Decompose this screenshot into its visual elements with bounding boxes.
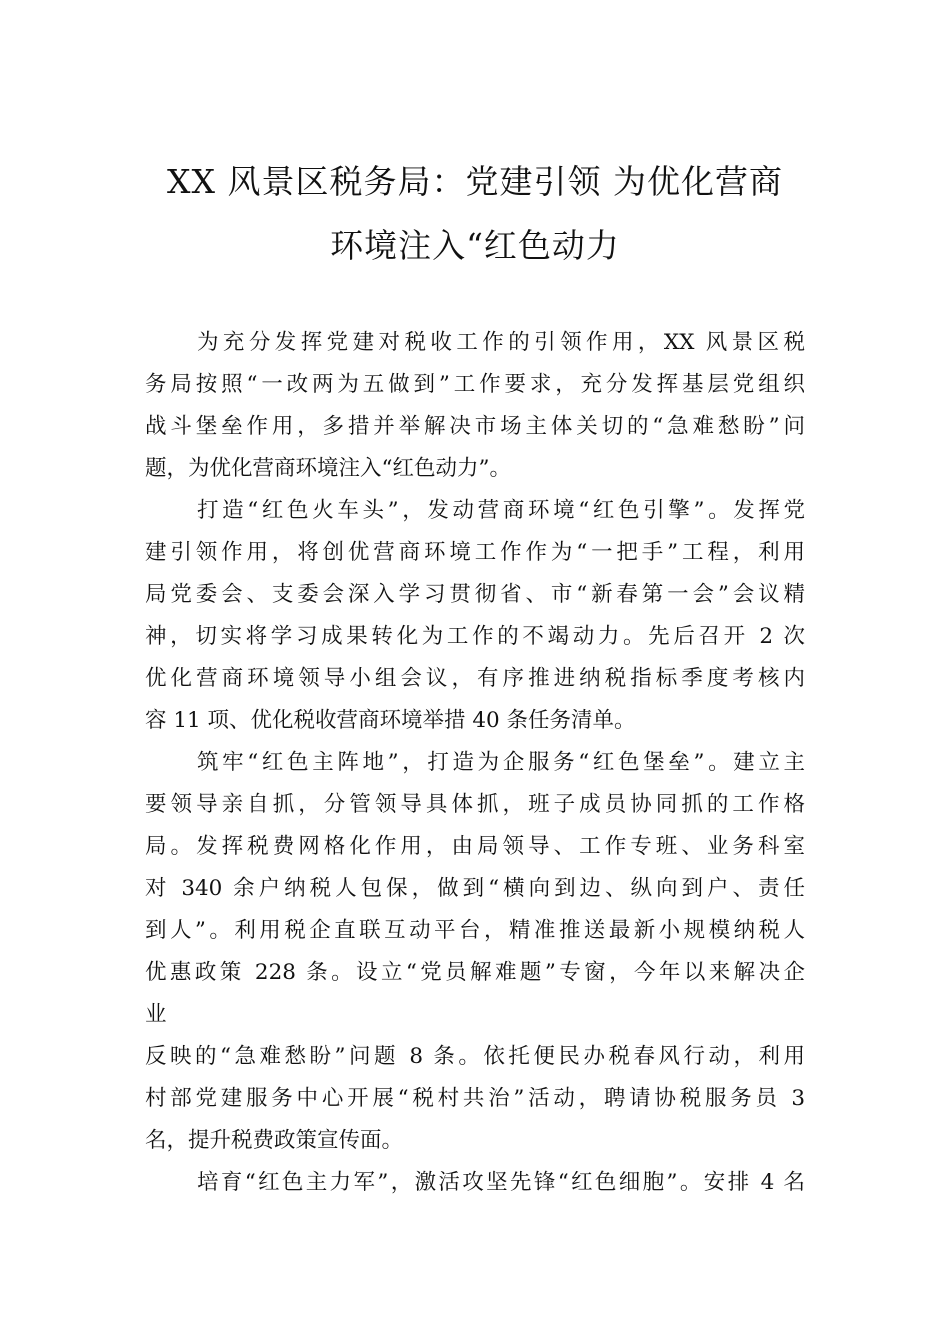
paragraph-line: 到人”。利用税企直联互动平台，精准推送最新小规模纳税人 [145, 918, 805, 943]
paragraph-line: 战斗堡垒作用，多措并举解决市场主体关切的“急难愁盼”问 [145, 414, 805, 439]
paragraph-red-force [145, 1162, 805, 1204]
paragraph-line: 务局按照“一改两为五做到”工作要求，充分发挥基层党组织 [145, 372, 805, 397]
paragraph-line: 要领导亲自抓，分管领导具体抓，班子成员协同抓的工作格 [145, 792, 805, 817]
paragraph-line: 局。发挥税费网格化作用，由局领导、工作专班、业务科室 [145, 834, 805, 859]
paragraph-line: 容 11 项、优化税收营商环境举措 40 条任务清单。 [145, 708, 636, 733]
paragraph-line: 业 [145, 1002, 167, 1027]
document-title [140, 150, 810, 278]
paragraph-line: 名，提升税费政策宣传面。 [145, 1128, 404, 1153]
paragraph-line: 村部党建服务中心开展“税村共治”活动，聘请协税服务员 3 [145, 1086, 805, 1111]
document-body [145, 322, 805, 1204]
paragraph-continuation [145, 1036, 805, 1162]
paragraph-line: 反映的“急难愁盼”问题 8 条。依托便民办税春风行动，利用 [145, 1044, 805, 1069]
paragraph-line: 打造“红色火车头”，发动营商环境“红色引擎”。发挥党 [197, 498, 805, 523]
paragraph-red-position [145, 742, 805, 1036]
paragraph-line: 题，为优化营商环境注入“红色动力”。 [145, 456, 511, 481]
paragraph-line: 对 340 余户纳税人包保，做到“横向到边、纵向到户、责任 [145, 876, 805, 901]
paragraph-line: 培育“红色主力军”，激活攻坚先锋“红色细胞”。安排 4 名 [197, 1170, 805, 1195]
paragraph-line: 为充分发挥党建对税收工作的引领作用，XX 风景区税 [197, 330, 805, 355]
paragraph-red-locomotive [145, 490, 805, 742]
paragraph-intro [145, 322, 805, 490]
title-line-1: XX 风景区税务局：党建引领 为优化营商 [167, 162, 783, 201]
paragraph-line: 建引领作用，将创优营商环境工作作为“一把手”工程，利用 [145, 540, 805, 565]
paragraph-line: 筑牢“红色主阵地”，打造为企服务“红色堡垒”。建立主 [197, 750, 805, 775]
paragraph-line: 优惠政策 228 条。设立“党员解难题”专窗，今年以来解决企 [145, 960, 805, 985]
title-line-2: 环境注入“红色动力 [330, 226, 620, 265]
paragraph-line: 局党委会、支委会深入学习贯彻省、市“新春第一会”会议精 [145, 582, 805, 607]
paragraph-line: 神，切实将学习成果转化为工作的不竭动力。先后召开 2 次 [145, 624, 805, 649]
paragraph-line: 优化营商环境领导小组会议，有序推进纳税指标季度考核内 [145, 666, 805, 691]
